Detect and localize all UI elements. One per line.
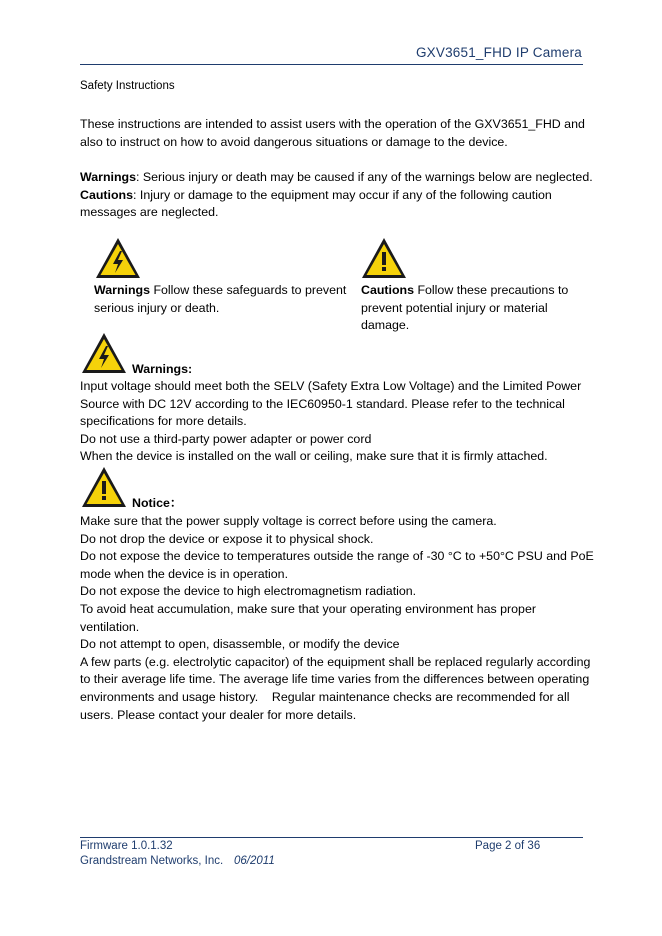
electric-hazard-warning-icon	[80, 331, 128, 375]
notice-line: To avoid heat accumulation, make sure that your operating environment has proper	[80, 601, 536, 616]
warnings-definition-label: Warnings	[80, 170, 136, 184]
legend-cautions-label: Cautions	[361, 283, 415, 297]
section-title: Safety Instructions	[80, 80, 175, 92]
symbol-legend-warnings	[94, 282, 346, 317]
notice-line: Do not drop the device or expose it to physical shock.	[80, 531, 374, 546]
notice-line: environments and usage history. Regular maintenance checks are recommended for all	[80, 689, 570, 704]
warning-line: When the device is installed on the wall or ceiling, make sure that it is firmly attached.	[80, 449, 548, 464]
warnings-definition-text: : Serious injury or death may be caused if any of the warnings below are neglected.	[136, 170, 593, 184]
warnings-heading: Warnings:	[132, 362, 193, 376]
legend-warnings-label: Warnings	[94, 283, 150, 297]
legend-warnings-line: serious injury or death.	[94, 300, 220, 315]
legend-cautions-line	[361, 282, 568, 300]
notice-line: Do not attempt to open, disassemble, or modify the device	[80, 637, 400, 652]
intro-paragraph	[80, 116, 585, 151]
document-header-title: GXV3651_FHD IP Camera	[415, 45, 582, 60]
symbol-legend-cautions	[361, 282, 568, 335]
intro-line: These instructions are intended to assist users with the operation of the GXV3651_FHD and	[80, 117, 585, 131]
footer-rule	[80, 837, 583, 838]
notice-line: mode when the device is in operation.	[80, 566, 289, 581]
cautions-definition-text: : Injury or damage to the equipment may occur if any of the following caution	[133, 187, 552, 202]
electric-hazard-warning-icon	[94, 236, 142, 280]
notice-line: Do not expose the device to high electromagnetism radiation.	[80, 584, 417, 599]
notice-line: ventilation.	[80, 619, 140, 634]
header-rule	[80, 64, 583, 65]
cautions-definition-label: Cautions	[80, 187, 134, 202]
cautions-definition-continued: messages are neglected.	[80, 205, 219, 220]
notice-list	[80, 513, 594, 724]
legend-cautions-text: Follow these precautions to	[414, 283, 569, 297]
footer-company: Grandstream Networks, Inc.	[80, 855, 224, 867]
warnings-definition	[80, 169, 593, 187]
intro-line: also to instruct on how to avoid dangerous situations or damage to the device.	[80, 134, 508, 149]
exclamation-caution-icon	[360, 236, 408, 280]
exclamation-caution-icon	[80, 465, 128, 509]
warning-line: Do not use a third-party power adapter or power cord	[80, 431, 372, 446]
footer-date: 06/2011	[234, 855, 275, 867]
legend-cautions-line: prevent potential injury or material	[361, 300, 548, 315]
legend-cautions-line: damage.	[361, 318, 410, 333]
definitions-paragraph	[80, 169, 593, 222]
notice-line: A few parts (e.g. electrolytic capacitor) of the equipment shall be replaced regularly according	[80, 654, 591, 669]
warning-line: Input voltage should meet both the SELV (Safety Extra Low Voltage) and the Limited Power	[80, 379, 582, 393]
legend-warnings-line	[94, 282, 346, 300]
warning-line: specifications for more details.	[80, 414, 247, 429]
notice-line: users. Please contact your dealer for more details.	[80, 707, 357, 722]
footer-page-number: Page 2 of 36	[475, 840, 541, 852]
notice-heading: Notice：	[132, 496, 183, 510]
cautions-definition	[80, 187, 585, 205]
notice-line: Make sure that the power supply voltage is correct before using the camera.	[80, 514, 497, 528]
legend-warnings-text: Follow these safeguards to prevent	[150, 283, 347, 297]
warning-line: Source with DC 12V according to the IEC60950-1 standard. Please refer to the technical	[80, 396, 565, 411]
notice-line: Do not expose the device to temperatures outside the range of -30 °C to +50°C PSU and PoE	[80, 549, 594, 564]
warnings-list	[80, 378, 585, 466]
notice-line: to their average life time. The average life time varies from the differences between operating	[80, 672, 590, 687]
footer-firmware: Firmware 1.0.1.32	[80, 840, 173, 852]
